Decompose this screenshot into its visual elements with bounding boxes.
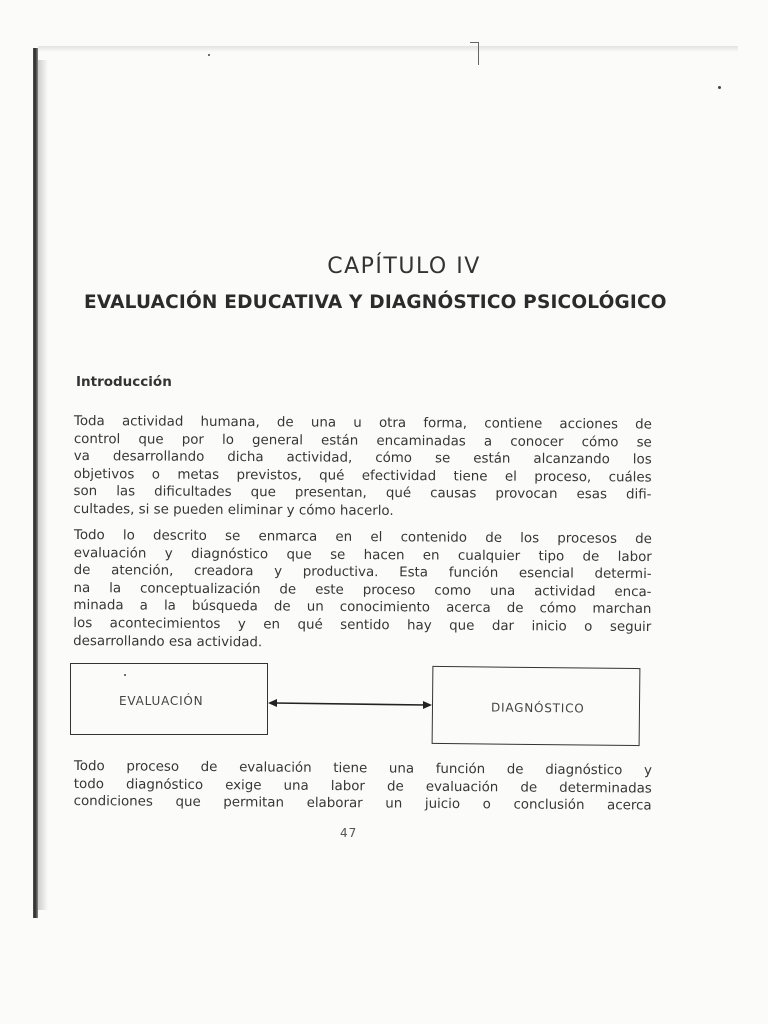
text-line: desarrollando esa actividad. [73, 633, 263, 650]
section-heading: Introducción [76, 374, 172, 390]
double-arrow-connector [268, 696, 432, 710]
scan-speck [718, 86, 721, 89]
chapter-title: CAPÍTULO IV [327, 254, 481, 279]
text-line: Todo lo descrito se enmarca en el contenido de los procesos de [73, 528, 652, 548]
chapter-subtitle: EVALUACIÓN EDUCATIVA Y DIAGNÓSTICO PSICOLÓGICO [84, 292, 667, 313]
paragraph-3 [74, 758, 652, 815]
page-top-shadow [38, 46, 738, 52]
scan-speck [208, 54, 210, 56]
evaluacion-label: EVALUACIÓN [119, 694, 204, 708]
text-line: condiciones que permitan elaborar un juicio o conclusión acerca [73, 794, 652, 814]
evaluacion-box [70, 663, 268, 735]
diagnostico-label: DIAGNÓSTICO [490, 700, 585, 716]
text-line: todo diagnóstico exige una labor de evaluación de determinadas [73, 776, 652, 797]
page-number: 47 [340, 826, 358, 840]
paragraph-2 [73, 527, 652, 654]
text-line: objetivos o metas previstos, qué efectividad tiene el proceso, cuáles [73, 466, 652, 486]
text-line: de atención, creadora y productiva. Esta función esencial determi- [73, 563, 652, 583]
paragraph-1 [73, 413, 652, 522]
text-line: na la conceptualización de este proceso como una actividad enca- [73, 580, 652, 600]
diagnostico-box [432, 666, 641, 746]
text-line: los acontecimientos y en qué sentido hay que dar inicio o seguir [73, 615, 652, 636]
text-line: Todo proceso de evaluación tiene una función de diagnóstico y [73, 758, 652, 779]
scan-mark [470, 42, 479, 65]
text-line: son las dificultades que presentan, qué causas provocan esas difi- [73, 484, 652, 503]
text-line: va desarrollando dicha actividad, cómo se están alcanzando los [73, 449, 652, 468]
text-line: Toda actividad humana, de una u otra forma, contiene acciones de [73, 413, 652, 433]
text-line: minada a la búsqueda de un conocimiento acerca de cómo marchan [73, 598, 652, 618]
text-line: cultades, si se pueden eliminar y cómo hacerlo. [73, 501, 394, 519]
binding-shadow [38, 60, 48, 910]
text-line: control que por lo general están encaminadas a conocer cómo se [73, 431, 652, 451]
text-line: evaluación y diagnóstico que se hacen en cualquier tipo de labor [73, 545, 652, 565]
